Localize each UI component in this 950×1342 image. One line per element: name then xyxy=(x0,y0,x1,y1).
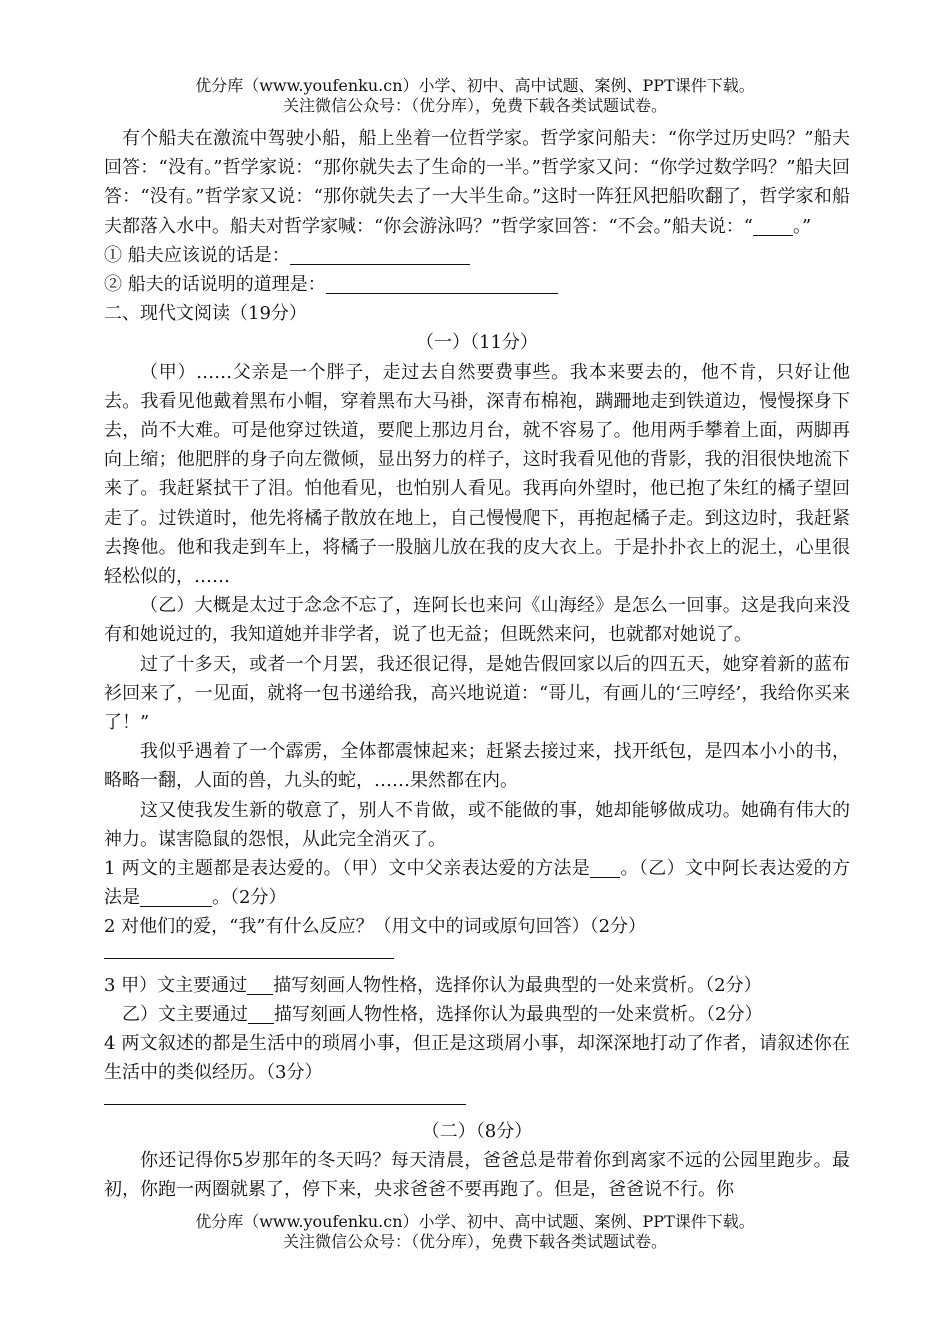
question-4: 4 两文叙述的都是生活中的琐屑小事，但正是这琐屑小事，却深深地打动了作者，请叙述你在生活中的类似经历。（3分） xyxy=(104,1033,850,1084)
q1-text-c: 。（2分） xyxy=(212,887,287,909)
q3a-text-1: 3 甲）文主要通过 xyxy=(104,974,248,996)
passage-yi-3: 我似乎遇着了一个霹雳，全体都震悚起来；赶紧去接过来，找开纸包，是四本小小的书，略略一翻，人面的兽，九头的蛇，……果然都在内。 xyxy=(104,741,850,792)
intro-question-2 xyxy=(104,270,850,299)
q1-blank-2 xyxy=(140,886,212,907)
footer-line-1: 优分库（www.youfenku.cn）小学、初中、高中试题、案例、PPT课件下载。 xyxy=(195,1212,755,1231)
part-2-paragraph: 你还记得你5岁那年的冬天吗？每天清晨，爸爸总是带着你到离家不远的公园里跑步。最初，你跑一两圈就累了，停下来，央求爸爸不要再跑了。但是，爸爸说不行。你 xyxy=(104,1149,850,1200)
header-line-2: 关注微信公众号：（优分库），免费下载各类试题试卷。 xyxy=(282,96,667,115)
question-3-jia xyxy=(104,971,850,1000)
q1-blank-1 xyxy=(590,857,620,878)
section-2-title: 二、现代文阅读（19分） xyxy=(104,303,307,325)
passage-yi-2: 过了十多天，或者一个月罢，我还很记得，是她告假回家以后的四五天，她穿着新的蓝布衫回来了，一见面，就将一包书递给我，高兴地说道：“哥儿，有画儿的‘三哼经’，我给你买来了！” xyxy=(104,653,850,734)
intro-question-1 xyxy=(104,241,850,270)
question-3-yi xyxy=(104,1000,850,1029)
passage-jia: （甲）……父亲是一个胖子，走过去自然要费事些。我本来要去的，他不肯，只好让他去。我看见他戴着黑布小帽，穿着黑布大马褂，深青布棉袍，蹒跚地走到铁道边，慢慢探身下去，尚不大难。可是他穿过铁道，要爬上那边月台，就不容易了。他用两手攀着上面，两脚再向上缩；他肥胖的身子向左微倾，显出努力的样子，这时我看见他的背影，我的泪很快地流下来了。我赶紧拭干了泪。怕他看见，也怕别人看见。我再向外望时，他已抱了朱红的橘子望回走了。过铁道时，他先将橘子散放在地上，自己慢慢爬下，再抱起橘子走。到这边时，我赶紧去搀他。他和我走到车上，将橘子一股脑儿放在我的皮大衣上。于是扑扑衣上的泥土，心里很轻松似的，…… xyxy=(104,361,850,588)
q1-text-b: 。（乙）文中阿长表达爱的方法是 xyxy=(104,858,851,909)
header-line-1: 优分库（www.youfenku.cn）小学、初中、高中试题、案例、PPT课件下载。 xyxy=(195,76,755,95)
footer-line-2: 关注微信公众号：（优分库），免费下载各类试题试卷。 xyxy=(282,1232,667,1251)
q3a-text-2: 描写刻画人物性格，选择你认为最典型的一处来赏析。（2分） xyxy=(273,974,762,996)
part-2-title: （二）（8分） xyxy=(421,1120,533,1142)
q3b-text-2: 描写刻画人物性格，选择你认为最典型的一处来赏析。（2分） xyxy=(274,1003,763,1025)
question-2: 2 对他们的爱，“我”有什么反应？（用文中的词或原句回答）（2分） xyxy=(104,916,647,938)
intro-text: 有个船夫在激流中驾驶小船，船上坐着一位哲学家。哲学家问船夫：“你学过历史吗？”船夫回答：“没有。”哲学家说：“那你就失去了生命的一半。”哲学家又问：“你学过数学吗？”船夫回答：“没有。”哲学家又说：“那你就失去了一大半生命。”这时一阵狂风把船吹翻了，哲学家和船夫都落入水中。船夫对哲学家喊：“你会游泳吗？”哲学家回答：“不会。”船夫说：“ xyxy=(104,128,850,237)
q1-text-a: 1 两文的主题都是表达爱的。（甲）文中父亲表达爱的方法是 xyxy=(104,858,591,880)
part-1-title: （一）（11分） xyxy=(416,332,538,354)
intro-text-end: 。” xyxy=(793,215,812,237)
intro-q2-blank xyxy=(326,273,558,294)
q3a-blank xyxy=(247,974,273,995)
passage-yi-4: 这又使我发生新的敬意了，别人不肯做，或不能做的事，她却能够做成功。她确有伟大的神力。谋害隐鼠的怨恨，从此完全消灭了。 xyxy=(104,799,850,850)
document-body xyxy=(104,124,850,1204)
question-1 xyxy=(104,854,850,912)
intro-q1-blank xyxy=(290,244,470,265)
intro-q2-text: ② 船夫的话说明的道理是： xyxy=(104,274,326,296)
passage-yi-1: （乙）大概是太过于念念不忘了，连阿长也来问《山海经》是怎么一回事。这是我向来没有和她说过的，我知道她并非学者，说了也无益；但既然来问，也就都对她说了。 xyxy=(104,595,850,646)
q2-answer-line xyxy=(104,942,850,971)
intro-q1-text: ① 船夫应该说的话是： xyxy=(104,244,290,266)
q3b-blank xyxy=(248,1003,274,1024)
q4-answer-line xyxy=(104,1088,850,1117)
intro-paragraph xyxy=(104,124,850,241)
intro-blank xyxy=(753,215,793,236)
q3b-text-1: 乙）文主要通过 xyxy=(122,1003,248,1025)
